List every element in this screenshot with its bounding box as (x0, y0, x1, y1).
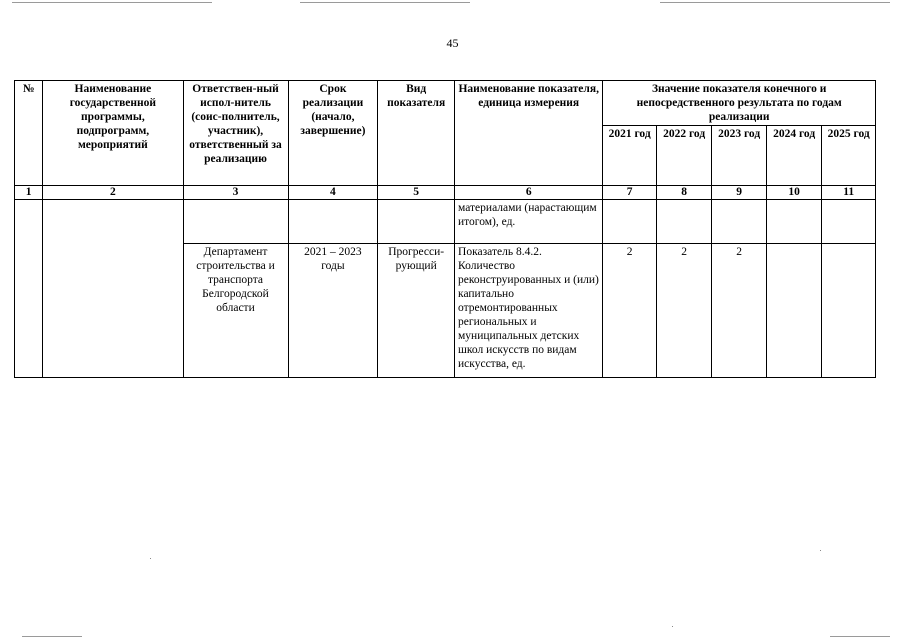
cell-executor: Департамент строительства и транспорта Белгородской области (183, 244, 288, 378)
header-term: Срок реализации (начало, завершение) (288, 81, 378, 186)
cell-value-2022 (656, 200, 712, 244)
header-indicator-name: Наименование показателя, единица измерения (455, 81, 603, 186)
page-number: 45 (446, 36, 459, 50)
cell-value-2025 (822, 244, 876, 378)
cell-value-2024 (766, 244, 822, 378)
cell-executor (183, 200, 288, 244)
column-number: 10 (766, 186, 822, 200)
cell-indicator: материалами (нарастающим итогом), ед. (455, 200, 603, 244)
column-number: 9 (712, 186, 767, 200)
scan-edge-top-left (12, 2, 212, 3)
scan-speck (150, 558, 151, 559)
header-indicator-type: Вид показателя (378, 81, 455, 186)
table-row (15, 200, 876, 244)
column-number: 1 (15, 186, 43, 200)
header-program-name: Наименование государственной программы, подпрограмм, мероприятий (43, 81, 183, 186)
scan-speck (672, 626, 673, 627)
indicators-table (14, 80, 876, 378)
column-number: 2 (43, 186, 183, 200)
column-number: 4 (288, 186, 378, 200)
header-year-2024: 2024 год (766, 126, 822, 186)
column-number: 7 (603, 186, 656, 200)
cell-type (378, 200, 455, 244)
header-year-2021: 2021 год (603, 126, 656, 186)
column-number-row (15, 186, 876, 200)
cell-value-2024 (766, 200, 822, 244)
cell-value-2021: 2 (603, 244, 656, 378)
cell-value-2022: 2 (656, 244, 712, 378)
header-executor: Ответствен-ный испол-нитель (соис-полнитель, участник), ответственный за реализацию (183, 81, 288, 186)
header-year-2023: 2023 год (712, 126, 767, 186)
cell-term (288, 200, 378, 244)
cell-value-2023: 2 (712, 244, 767, 378)
scan-edge-bottom-left (22, 636, 82, 637)
cell-type: Прогресси-рующий (378, 244, 455, 378)
cell-value-2023 (712, 200, 767, 244)
scan-edge-top-mid (300, 2, 470, 3)
header-values-group: Значение показателя конечного и непосредственного результата по годам реализации (603, 81, 876, 126)
cell-term: 2021 – 2023 годы (288, 244, 378, 378)
column-number: 6 (455, 186, 603, 200)
column-number: 11 (822, 186, 876, 200)
column-number: 8 (656, 186, 712, 200)
column-number: 5 (378, 186, 455, 200)
cell-value-2021 (603, 200, 656, 244)
scan-speck (820, 550, 821, 551)
cell-num (15, 200, 43, 378)
header-row-top (15, 81, 876, 126)
header-num: № (15, 81, 43, 186)
scan-edge-bottom-right (830, 636, 890, 637)
scan-edge-top-right (660, 2, 890, 3)
cell-indicator: Показатель 8.4.2. Количество реконструированных и (или) капитально отремонтированных региональных и муниципальных детских школ искусств по видам искусства, ед. (455, 244, 603, 378)
header-year-2025: 2025 год (822, 126, 876, 186)
cell-program (43, 200, 183, 378)
cell-value-2025 (822, 200, 876, 244)
column-number: 3 (183, 186, 288, 200)
header-year-2022: 2022 год (656, 126, 712, 186)
